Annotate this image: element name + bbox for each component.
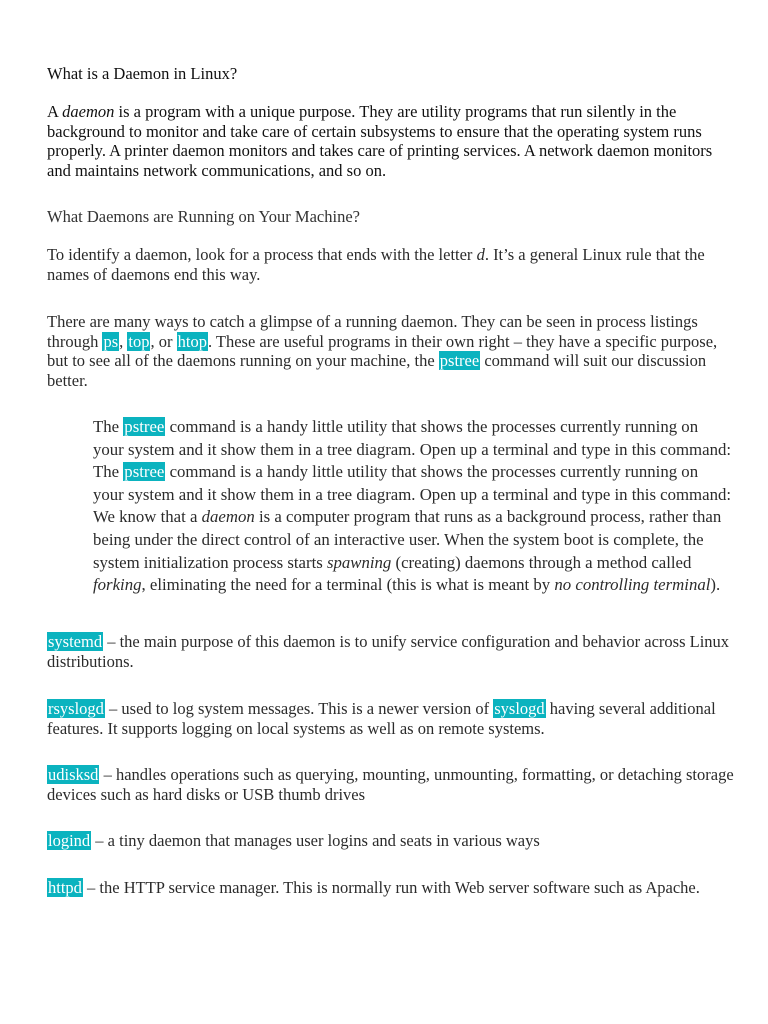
paragraph-ways xyxy=(47,312,737,390)
udisksd-description: – handles operations such as querying, mounting, unmounting, formatting, or detaching storage devices such as hard disks or USB thumb drives xyxy=(47,765,734,804)
quote-text-7: ). xyxy=(710,575,721,595)
keyword-syslogd: syslogd xyxy=(494,699,545,718)
paragraph-intro xyxy=(47,102,737,180)
ways-comma-1: , xyxy=(119,331,128,351)
identify-text-2: . It’s a general Linux rule that the names of daemons end this way. xyxy=(47,245,705,284)
quote-text-2: command is a handy little utility that shows the processes currently running on your system and it show them in a tree diagram. Open up a terminal and type in this command: The xyxy=(93,417,732,482)
logind-description: – a tiny daemon that manages user logins and seats in various ways xyxy=(91,831,540,850)
intro-daemon-emphasis: daemon xyxy=(62,102,115,121)
keyword-systemd: systemd xyxy=(48,632,103,651)
identify-text-1: To identify a daemon, look for a process that ends with the letter xyxy=(47,245,477,264)
keyword-httpd: httpd xyxy=(48,878,82,897)
keyword-pstree: pstree xyxy=(439,351,480,370)
indented-quote xyxy=(93,416,733,597)
paragraph-identify xyxy=(47,245,737,284)
daemon-item-rsyslogd xyxy=(47,699,737,738)
keyword-ps: ps xyxy=(103,331,119,351)
rsyslogd-description-2: having several additional features. It supports logging on local systems as well as on remote systems. xyxy=(47,699,716,738)
quote-text-4: is a computer program that runs as a background process, rather than being under the direct control of an interactive user. When the system boot is complete, the system initialization process starts xyxy=(93,507,722,572)
keyword-top: top xyxy=(128,331,150,351)
quote-text-5: (creating) daemons through a method called xyxy=(391,552,692,572)
keyword-pstree: pstree xyxy=(124,462,165,482)
daemon-item-httpd xyxy=(47,878,737,898)
quote-text-6: , eliminating the need for a terminal (this is what is meant by xyxy=(141,575,555,595)
httpd-description: – the HTTP service manager. This is normally run with Web server software such as Apache. xyxy=(82,878,700,897)
heading-what-is-daemon: What is a Daemon in Linux? xyxy=(47,64,238,83)
daemon-item-logind xyxy=(47,831,737,851)
heading-daemons-running: What Daemons are Running on Your Machine? xyxy=(47,207,360,226)
ways-comma-2: , or xyxy=(150,331,177,351)
keyword-rsyslogd: rsyslogd xyxy=(48,699,104,718)
quote-text-1: The xyxy=(93,417,124,436)
keyword-pstree: pstree xyxy=(124,417,165,436)
quote-text-3: command is a handy little utility that shows the processes currently running on your system and it show them in a tree diagram. Open up a terminal and type in this command: We know that a xyxy=(93,462,732,527)
keyword-logind: logind xyxy=(48,831,91,850)
keyword-htop: htop xyxy=(177,331,207,351)
quote-forking-emphasis: forking xyxy=(93,575,142,595)
quote-spawning-emphasis: spawning xyxy=(326,552,392,572)
ways-text-3: command will suit our discussion better. xyxy=(47,351,707,390)
quote-no-controlling-terminal-emphasis: no controlling terminal xyxy=(554,575,711,595)
identify-d-emphasis: d xyxy=(476,245,485,264)
daemon-item-systemd xyxy=(47,632,737,671)
intro-text-rest: is a program with a unique purpose. They are utility programs that run silently in the background to monitor and take care of certain subsystems to ensure that the operating system runs properly. A printer daemon monitors and takes care of printing services. A network daemon monitors and maintains network communications, and so on. xyxy=(47,102,713,180)
intro-text-a: A xyxy=(47,102,63,121)
keyword-udisksd: udisksd xyxy=(48,765,99,784)
ways-text-2: . These are useful programs in their own right – they have a specific purpose, but to see all of the daemons running on your machine, the xyxy=(47,331,718,370)
daemon-item-udisksd xyxy=(47,765,737,804)
ways-text-1: There are many ways to catch a glimpse of a running daemon. They can be seen in process listings through xyxy=(47,312,698,351)
quote-daemon-emphasis: daemon xyxy=(201,507,255,527)
systemd-description: – the main purpose of this daemon is to unify service configuration and behavior across Linux distributions. xyxy=(47,632,730,671)
rsyslogd-description-1: – used to log system messages. This is a newer version of xyxy=(104,699,494,718)
